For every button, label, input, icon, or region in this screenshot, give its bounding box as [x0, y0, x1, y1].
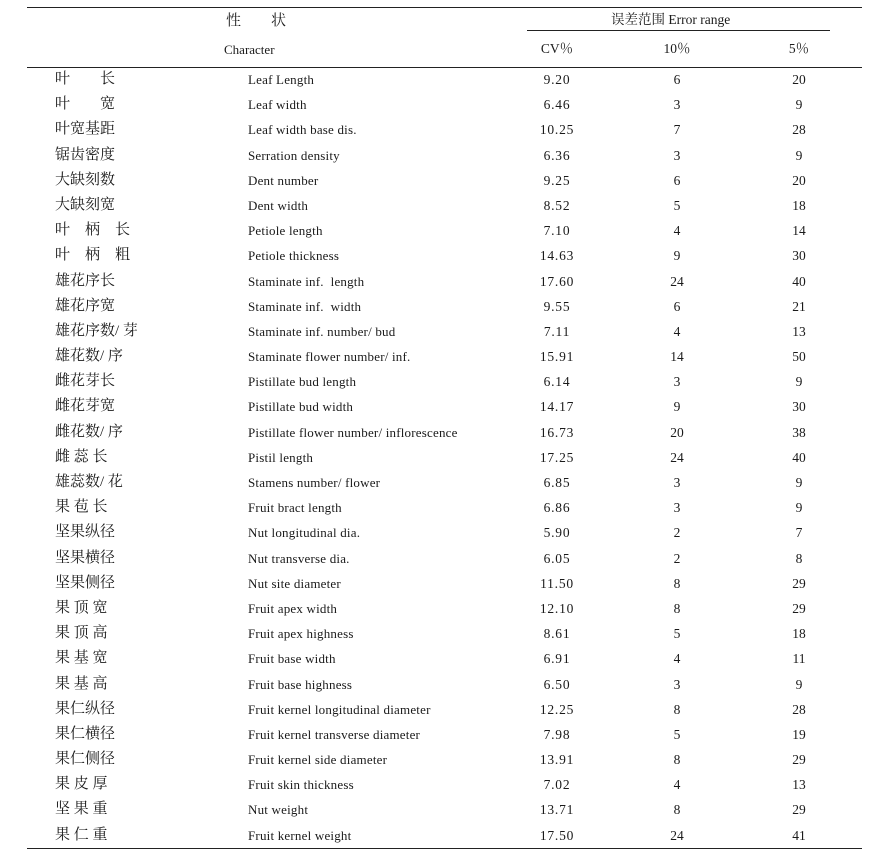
error-10-value: 2 [673, 550, 681, 566]
error-10-value: 3 [673, 374, 681, 390]
trait-name-en: Nut transverse dia. [248, 550, 350, 566]
error-10-value: 3 [673, 147, 681, 163]
table-row [0, 722, 879, 747]
table-row [0, 420, 879, 445]
table-row [0, 218, 879, 243]
trait-name-zh: 叶 宽 [55, 96, 116, 113]
table-row [0, 495, 879, 520]
error-5-value: 13 [792, 323, 806, 339]
trait-name-en: Fruit skin thickness [248, 777, 354, 793]
error-5-value: 9 [795, 374, 803, 390]
error-10-value: 3 [673, 97, 681, 113]
table-row [0, 823, 879, 848]
error-5-value: 18 [792, 197, 806, 213]
table-row [0, 596, 879, 621]
error-10-value: 2 [673, 525, 681, 541]
error-10-value: 24 [670, 449, 684, 465]
table-row [0, 344, 879, 369]
trait-name-en: Fruit apex highness [248, 626, 354, 642]
error-5-value: 9 [795, 475, 803, 490]
cv-value: 14.17 [539, 399, 575, 415]
cv-value: 6.05 [543, 550, 571, 566]
error-5-value: 9 [795, 676, 803, 692]
cv-value: 7.98 [543, 726, 571, 742]
table-row [0, 520, 879, 545]
trait-name-zh: 叶 长 [55, 71, 116, 87]
error-10-value: 8 [673, 600, 681, 616]
error-5-value: 20 [792, 172, 806, 188]
error-5-value: 30 [792, 399, 806, 415]
trait-name-en: Dent width [248, 197, 309, 213]
cv-value: 17.60 [539, 273, 575, 289]
trait-name-en: Fruit apex width [248, 600, 338, 616]
error-10-value: 8 [673, 752, 681, 768]
trait-name-en: Staminate flower number/ inf. [248, 349, 411, 365]
error-10-value: 8 [673, 575, 681, 591]
table-row [0, 193, 879, 218]
error-10-value: 4 [673, 651, 681, 667]
trait-name-en: Staminate inf. number/ bud [248, 323, 396, 339]
error-10-value: 5 [673, 626, 681, 642]
cv-value: 17.50 [539, 827, 575, 843]
trait-name-zh: 坚果侧径 [55, 574, 116, 591]
cv-value: 6.86 [543, 500, 571, 516]
error-10-value: 3 [673, 475, 681, 490]
cv-value: 9.55 [543, 298, 571, 314]
error-10-value: 6 [673, 72, 681, 87]
table-body [0, 67, 879, 848]
trait-name-zh: 果 仁 重 [55, 826, 108, 843]
trait-name-zh: 雄花序数/ 芽 [55, 322, 138, 339]
table-row [0, 319, 879, 344]
cv-value: 10.25 [539, 122, 575, 138]
table-row [0, 269, 879, 294]
cv-value: 9.25 [543, 172, 571, 188]
trait-name-en: Leaf width base dis. [248, 122, 357, 138]
table-row [0, 470, 879, 495]
table-row [0, 672, 879, 697]
trait-name-zh: 果仁纵径 [55, 700, 116, 717]
trait-name-zh: 果仁侧径 [55, 751, 116, 768]
error-5-value: 29 [792, 752, 806, 768]
table-row [0, 571, 879, 596]
table-row [0, 445, 879, 470]
trait-name-en: Fruit kernel longitudinal diameter [248, 701, 431, 717]
trait-name-en: Staminate inf. length [248, 273, 365, 289]
trait-name-en: Nut weight [248, 802, 309, 818]
trait-name-zh: 雄花数/ 序 [55, 348, 123, 365]
trait-name-zh: 果 皮 厚 [55, 776, 108, 793]
error-5-value: 8 [795, 550, 803, 566]
cv-value: 6.50 [543, 676, 571, 692]
trait-name-zh: 大缺刻宽 [55, 196, 116, 213]
cv-value: 13.91 [539, 752, 575, 768]
cv-value: 17.25 [539, 449, 575, 465]
error-10-value: 20 [670, 424, 684, 440]
trait-name-zh: 坚 果 重 [55, 801, 108, 818]
error-10-value: 9 [673, 399, 681, 415]
trait-name-en: Nut site diameter [248, 575, 341, 591]
trait-name-zh: 坚果横径 [55, 549, 116, 566]
table-row [0, 646, 879, 671]
cv-value: 5.90 [543, 525, 571, 541]
error-5-value: 9 [795, 97, 803, 113]
cv-value: 14.63 [539, 248, 575, 264]
trait-name-en: Nut longitudinal dia. [248, 525, 361, 541]
error-10-value: 7 [673, 122, 681, 138]
cv-value: 8.61 [543, 626, 571, 642]
error-5-value: 50 [792, 349, 806, 365]
error-5-value: 14 [792, 223, 806, 239]
error-10-value: 8 [673, 701, 681, 717]
error-10-value: 3 [673, 500, 681, 516]
cv-value: 15.91 [539, 349, 575, 365]
table-row [0, 697, 879, 722]
cv-value: 9.20 [543, 72, 571, 87]
trait-name-zh: 雌花芽长 [55, 373, 116, 390]
error-10-value: 4 [673, 777, 681, 793]
trait-name-en: Pistillate flower number/ inflorescence [248, 424, 458, 440]
cv-value: 7.02 [543, 777, 571, 793]
cv-value: 6.85 [543, 475, 571, 490]
trait-name-zh: 叶宽基距 [55, 121, 116, 138]
header-error-5: 5％ [788, 41, 810, 56]
trait-name-en: Pistillate bud length [248, 374, 357, 390]
cv-value: 6.91 [543, 651, 571, 667]
table-row [0, 394, 879, 419]
table-row [0, 621, 879, 646]
error-10-value: 6 [673, 298, 681, 314]
table-row [0, 546, 879, 571]
trait-name-en: Fruit kernel weight [248, 827, 352, 843]
trait-name-en: Pistillate bud width [248, 399, 354, 415]
error-5-value: 38 [792, 424, 806, 440]
table-row [0, 369, 879, 394]
cv-value: 12.10 [539, 600, 575, 616]
error-10-value: 4 [673, 323, 681, 339]
trait-name-en: Fruit kernel side diameter [248, 752, 388, 768]
cv-value: 16.73 [539, 424, 575, 440]
cv-value: 7.10 [543, 223, 571, 239]
trait-name-zh: 果仁横径 [55, 725, 116, 742]
error-5-value: 7 [795, 525, 803, 541]
error-5-value: 40 [792, 273, 806, 289]
trait-name-zh: 大缺刻数 [55, 171, 116, 188]
table-row [0, 797, 879, 822]
trait-name-zh: 锯齿密度 [55, 146, 116, 163]
trait-name-zh: 雄蕊数/ 花 [55, 474, 123, 490]
trait-name-en: Fruit bract length [248, 500, 342, 516]
trait-name-en: Petiole thickness [248, 248, 340, 264]
trait-name-en: Leaf width [248, 97, 307, 113]
trait-name-zh: 果 基 高 [55, 675, 108, 692]
trait-name-zh: 果 基 宽 [55, 650, 108, 667]
trait-name-zh: 叶 柄 粗 [55, 247, 131, 264]
header-error-range: 误差范围 Error range [611, 12, 731, 27]
trait-name-en: Petiole length [248, 223, 323, 239]
error-5-value: 40 [792, 449, 806, 465]
error-range-rule [527, 30, 830, 31]
table-bottom-rule [27, 848, 862, 849]
error-5-value: 9 [795, 500, 803, 516]
error-5-value: 29 [792, 575, 806, 591]
error-5-value: 29 [792, 802, 806, 818]
error-5-value: 11 [792, 651, 806, 667]
cv-value: 11.50 [540, 575, 574, 591]
error-10-value: 24 [670, 827, 684, 843]
table-row [0, 143, 879, 168]
cv-value: 6.36 [543, 147, 571, 163]
trait-name-zh: 果 顶 宽 [55, 599, 108, 616]
trait-name-en: Stamens number/ flower [248, 475, 381, 490]
error-10-value: 3 [673, 676, 681, 692]
error-5-value: 18 [792, 626, 806, 642]
table-row [0, 243, 879, 268]
trait-name-en: Fruit kernel transverse diameter [248, 726, 421, 742]
error-5-value: 19 [792, 726, 806, 742]
error-5-value: 21 [792, 298, 806, 314]
cv-value: 12.25 [539, 701, 575, 717]
cv-value: 6.14 [543, 374, 571, 390]
trait-name-en: Pistil length [248, 449, 314, 465]
trait-name-en: Fruit base highness [248, 676, 353, 692]
trait-name-zh: 雌花数/ 序 [55, 423, 123, 440]
table-row [0, 67, 879, 92]
header-cv: CV％ [540, 41, 574, 56]
error-10-value: 5 [673, 726, 681, 742]
trait-name-zh: 果 苞 长 [55, 499, 108, 516]
table-row [0, 117, 879, 142]
table-row [0, 294, 879, 319]
error-10-value: 8 [673, 802, 681, 818]
table-row [0, 168, 879, 193]
trait-name-en: Fruit base width [248, 651, 336, 667]
trait-name-en: Dent number [248, 172, 319, 188]
error-5-value: 13 [792, 777, 806, 793]
table-row [0, 772, 879, 797]
header-character-zh: 性 状 [226, 13, 287, 29]
table-top-rule [27, 7, 862, 8]
cv-value: 13.71 [539, 802, 575, 818]
trait-name-zh: 叶 柄 长 [55, 222, 131, 239]
cv-value: 8.52 [543, 197, 571, 213]
trait-name-zh: 果 顶 高 [55, 625, 108, 642]
error-10-value: 6 [673, 172, 681, 188]
cv-value: 7.11 [543, 323, 571, 339]
cv-value: 6.46 [543, 97, 571, 113]
error-10-value: 4 [673, 223, 681, 239]
table-row [0, 92, 879, 117]
error-5-value: 29 [792, 600, 806, 616]
trait-name-zh: 雄花序宽 [55, 297, 116, 314]
trait-name-zh: 雌花芽宽 [55, 398, 116, 415]
trait-name-en: Leaf Length [248, 72, 315, 87]
error-5-value: 9 [795, 147, 803, 163]
error-5-value: 28 [792, 122, 806, 138]
error-5-value: 20 [792, 72, 806, 87]
error-5-value: 30 [792, 248, 806, 264]
trait-name-en: Serration density [248, 147, 340, 163]
trait-name-zh: 坚果纵径 [55, 524, 116, 541]
error-10-value: 5 [673, 197, 681, 213]
error-5-value: 28 [792, 701, 806, 717]
error-10-value: 24 [670, 273, 684, 289]
header-character-en: Character [224, 42, 275, 57]
error-10-value: 14 [670, 349, 684, 365]
error-5-value: 41 [792, 827, 806, 843]
header-error-10: 10％ [663, 41, 691, 56]
error-10-value: 9 [673, 248, 681, 264]
trait-name-en: Staminate inf. width [248, 298, 362, 314]
trait-name-zh: 雌 蕊 长 [55, 448, 108, 465]
table-row [0, 747, 879, 772]
trait-name-zh: 雄花序长 [55, 272, 116, 289]
